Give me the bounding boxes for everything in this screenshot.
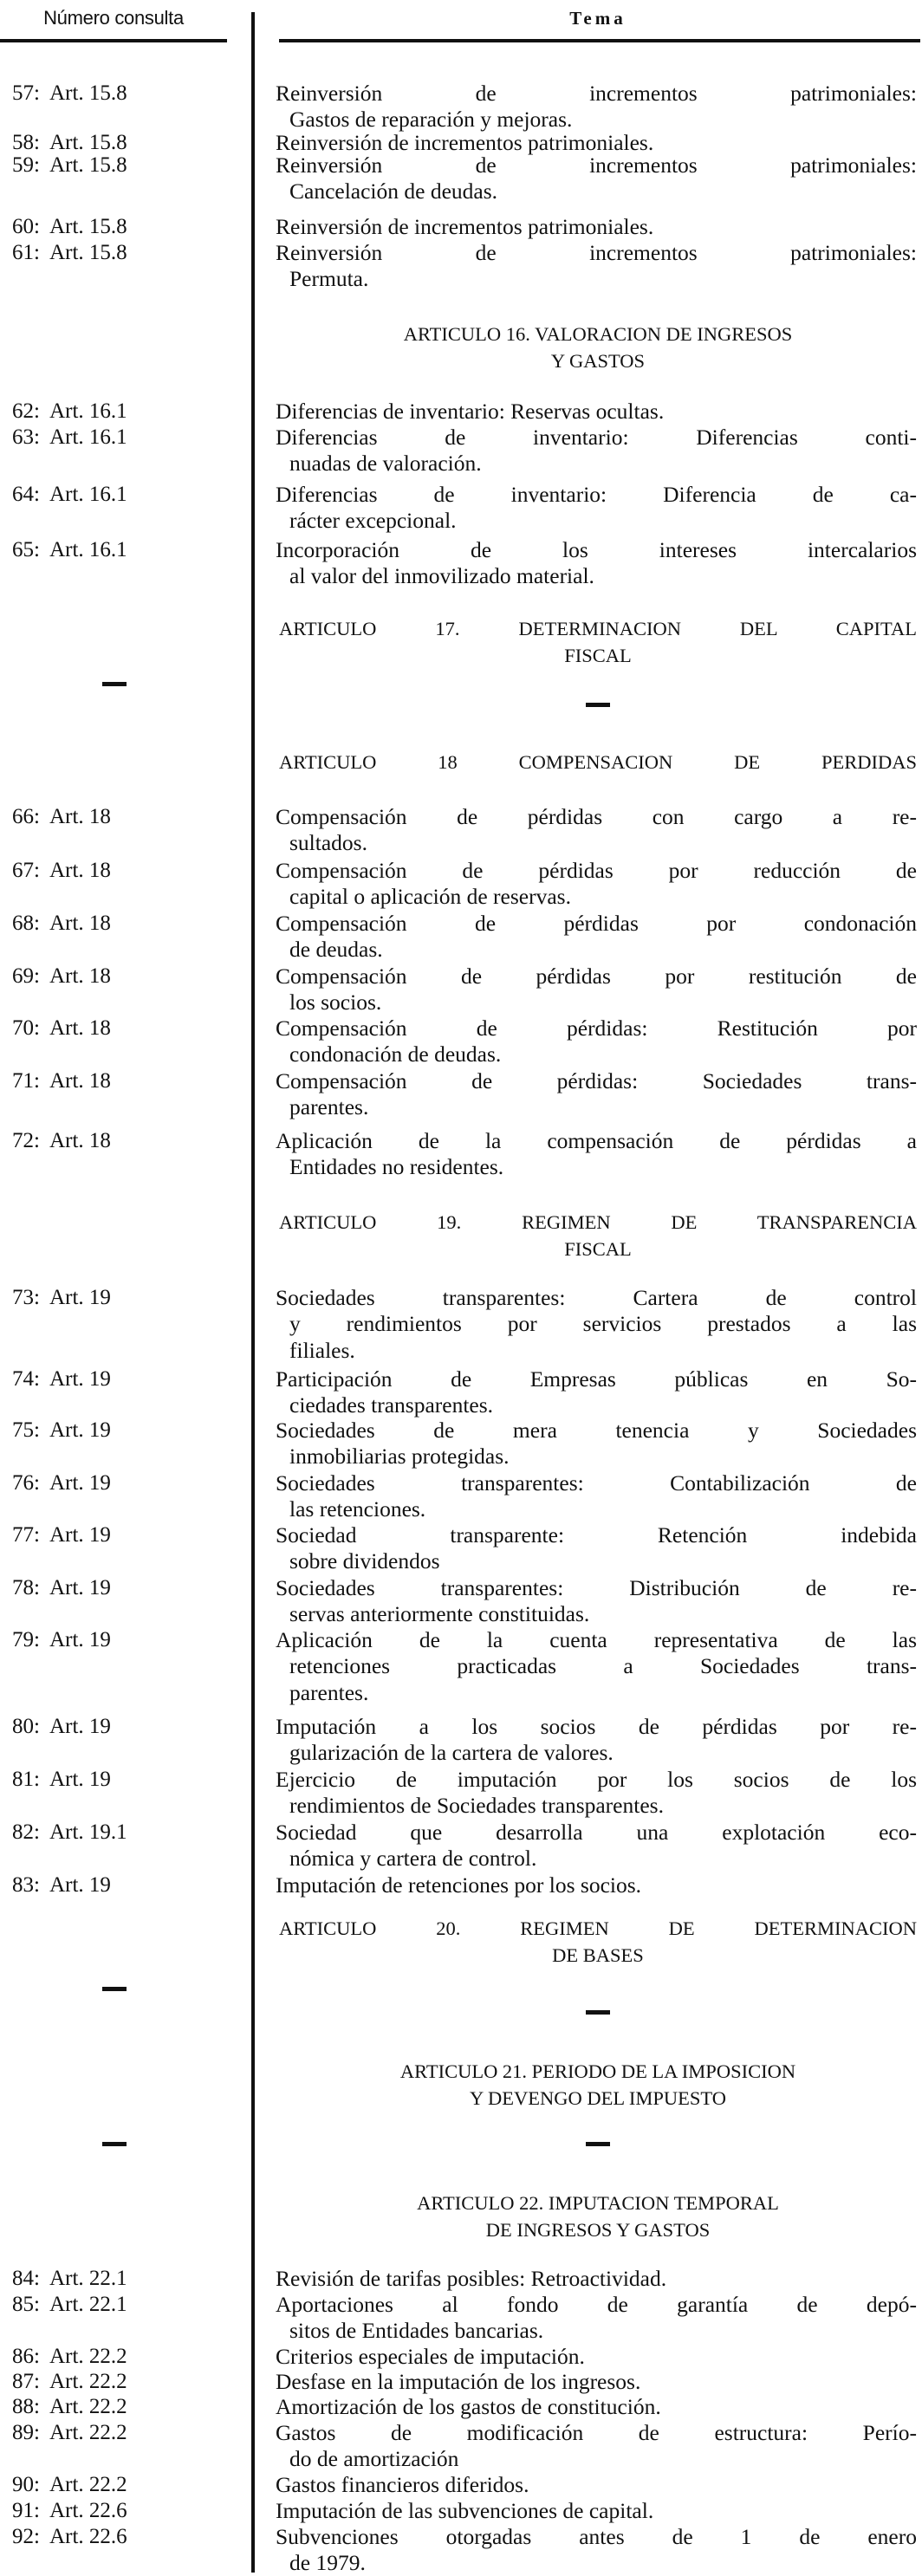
consulta-number: 84: Art. 22.1 bbox=[12, 2267, 127, 2290]
article-heading-line: Y GASTOS bbox=[550, 350, 646, 372]
consulta-number: 68: Art. 18 bbox=[12, 912, 111, 935]
consulta-number: 63: Art. 16.1 bbox=[12, 425, 127, 449]
consulta-number: 71: Art. 18 bbox=[12, 1069, 111, 1093]
tema-text: Gastos de modificación de estructura: Perío- bbox=[276, 2420, 917, 2445]
tema-text-continuation: nómica y cartera de control. bbox=[289, 1846, 537, 1872]
tema-text-continuation: de deudas. bbox=[289, 937, 383, 963]
consulta-number: 90: Art. 22.2 bbox=[12, 2473, 127, 2496]
tema-text: Sociedad transparente: Retención indebida bbox=[276, 1522, 917, 1548]
article-heading-line: FISCAL bbox=[564, 1238, 632, 1260]
article-heading-line: ARTICULO 17. DETERMINACION DEL CAPITAL bbox=[279, 618, 917, 639]
tema-text: Compensación de pérdidas: Sociedades trans- bbox=[276, 1068, 917, 1093]
tema-text: Sociedades transparentes: Contabilización de bbox=[276, 1470, 917, 1496]
consulta-number: 75: Art. 19 bbox=[12, 1418, 111, 1442]
tema-text: Participación de Empresas públicas en So- bbox=[276, 1366, 917, 1392]
tema-text-continuation: las retenciones. bbox=[289, 1496, 426, 1522]
article-heading-line: DE BASES bbox=[552, 1944, 644, 1966]
consulta-number: 66: Art. 18 bbox=[12, 805, 111, 828]
tema-text: Diferencias de inventario: Diferencias conti- bbox=[276, 425, 917, 450]
consulta-number: 70: Art. 18 bbox=[12, 1016, 111, 1040]
consulta-number: 89: Art. 22.2 bbox=[12, 2421, 127, 2444]
tema-text: Reinversión de incrementos patrimoniales: bbox=[276, 81, 917, 106]
empty-tema-dash bbox=[586, 703, 610, 707]
header-rule-left bbox=[0, 39, 227, 42]
consulta-number: 74: Art. 19 bbox=[12, 1367, 111, 1391]
tema-text-continuation: rendimientos de Sociedades transparentes. bbox=[289, 1793, 664, 1819]
article-heading-line: ARTICULO 21. PERIODO DE LA IMPOSICION bbox=[399, 2060, 796, 2082]
empty-tema-dash bbox=[586, 2142, 610, 2146]
tema-text: Incorporación de los intereses intercalarios bbox=[276, 537, 917, 562]
tema-text: Aplicación de la compensación de pérdidas a bbox=[276, 1128, 917, 1153]
article-heading bbox=[279, 1915, 917, 1969]
consulta-number: 72: Art. 18 bbox=[12, 1129, 111, 1152]
tema-text-continuation: sultados. bbox=[289, 830, 367, 856]
consulta-number: 58: Art. 15.8 bbox=[12, 131, 127, 154]
tema-text-continuation: condonación de deudas. bbox=[289, 1041, 502, 1067]
consulta-number: 85: Art. 22.1 bbox=[12, 2293, 127, 2316]
tema-text-continuation: filiales. bbox=[289, 1337, 355, 1363]
tema-text-continuation: do de amortización bbox=[289, 2446, 459, 2472]
tema-text-continuation: sobre dividendos bbox=[289, 1548, 440, 1574]
tema-text: Subvenciones otorgadas antes de 1 de enero bbox=[276, 2524, 917, 2549]
consulta-number: 83: Art. 19 bbox=[12, 1873, 111, 1897]
article-heading-line: DE INGRESOS Y GASTOS bbox=[485, 2219, 711, 2241]
tema-text-continuation: capital o aplicación de reservas. bbox=[289, 884, 571, 910]
tema-text-continuation: Permuta. bbox=[289, 266, 369, 292]
empty-number-dash bbox=[102, 2142, 127, 2146]
column-divider bbox=[251, 12, 255, 2573]
article-heading bbox=[279, 749, 917, 775]
tema-text-continuation: gularización de la cartera de valores. bbox=[289, 1740, 614, 1766]
empty-number-dash bbox=[102, 682, 127, 686]
column-header-numero-consulta: Número consulta bbox=[43, 7, 184, 29]
tema-text: Imputación de las subvenciones de capital. bbox=[276, 2498, 654, 2523]
tema-text: Reinversión de incrementos patrimoniales: bbox=[276, 240, 917, 265]
tema-text: Revisión de tarifas posibles: Retroactividad. bbox=[276, 2266, 667, 2291]
tema-text-continuation: los socios. bbox=[289, 990, 382, 1015]
tema-text: Ejercicio de imputación por los socios de los bbox=[276, 1767, 917, 1792]
article-heading-line: FISCAL bbox=[564, 645, 632, 666]
consulta-number: 88: Art. 22.2 bbox=[12, 2395, 127, 2418]
tema-text-continuation: Entidades no residentes. bbox=[289, 1154, 504, 1180]
tema-text: Imputación a los socios de pérdidas por re- bbox=[276, 1714, 917, 1739]
consulta-number: 92: Art. 22.6 bbox=[12, 2525, 127, 2548]
consulta-number: 57: Art. 15.8 bbox=[12, 81, 127, 105]
article-heading bbox=[279, 615, 917, 669]
tema-text: Sociedades transparentes: Cartera de control bbox=[276, 1285, 917, 1310]
consulta-number: 81: Art. 19 bbox=[12, 1768, 111, 1791]
article-heading-line: ARTICULO 22. IMPUTACION TEMPORAL bbox=[417, 2192, 779, 2214]
tema-text: Aportaciones al fondo de garantía de depó- bbox=[276, 2292, 917, 2317]
tema-text-continuation: de 1979. bbox=[289, 2550, 366, 2576]
column-header-tema: Tema bbox=[569, 8, 627, 29]
tema-text: Compensación de pérdidas por condonación bbox=[276, 911, 917, 936]
consulta-number: 65: Art. 16.1 bbox=[12, 538, 127, 561]
tema-text-continuation: al valor del inmovilizado material. bbox=[289, 563, 594, 589]
consulta-number: 64: Art. 16.1 bbox=[12, 483, 127, 506]
article-heading bbox=[279, 1209, 917, 1262]
tema-text-continuation: Cancelación de deudas. bbox=[289, 178, 498, 204]
article-heading-line: Y DEVENGO DEL IMPUESTO bbox=[469, 2087, 727, 2109]
consulta-number: 76: Art. 19 bbox=[12, 1471, 111, 1495]
consulta-number: 80: Art. 19 bbox=[12, 1715, 111, 1738]
tema-text: Aplicación de la cuenta representativa de las bbox=[276, 1627, 917, 1652]
consulta-number: 60: Art. 15.8 bbox=[12, 215, 127, 238]
consulta-number: 91: Art. 22.6 bbox=[12, 2499, 127, 2522]
tema-text: Amortización de los gastos de constitución. bbox=[276, 2394, 661, 2419]
tema-text: Sociedades transparentes: Distribución de re- bbox=[276, 1575, 917, 1600]
tema-text-continuation: retenciones practicadas a Sociedades trans- bbox=[289, 1653, 917, 1679]
consulta-number: 78: Art. 19 bbox=[12, 1576, 111, 1599]
tema-text-continuation: y rendimientos por servicios prestados a las bbox=[289, 1311, 917, 1337]
tema-text: Desfase en la imputación de los ingresos. bbox=[276, 2369, 641, 2394]
article-heading-line: ARTICULO 18 COMPENSACION DE PERDIDAS bbox=[279, 751, 917, 773]
tema-text: Sociedades de mera tenencia y Sociedades bbox=[276, 1418, 917, 1443]
consulta-number: 67: Art. 18 bbox=[12, 859, 111, 882]
article-heading-line: ARTICULO 19. REGIMEN DE TRANSPARENCIA bbox=[279, 1211, 917, 1233]
tema-text: Sociedad que desarrolla una explotación eco- bbox=[276, 1820, 917, 1845]
tema-text: Compensación de pérdidas por restitución de bbox=[276, 964, 917, 989]
tema-text-continuation: servas anteriormente constituidas. bbox=[289, 1601, 590, 1627]
consulta-number: 61: Art. 15.8 bbox=[12, 241, 127, 264]
tema-text: Criterios especiales de imputación. bbox=[276, 2344, 585, 2369]
consulta-number: 82: Art. 19.1 bbox=[12, 1820, 127, 1844]
tema-text: Imputación de retenciones por los socios. bbox=[276, 1872, 642, 1898]
article-heading bbox=[279, 2190, 917, 2243]
tema-text-continuation: parentes. bbox=[289, 1094, 369, 1120]
header-rule-right bbox=[279, 39, 920, 42]
tema-text: Gastos financieros diferidos. bbox=[276, 2472, 529, 2497]
empty-number-dash bbox=[102, 1987, 127, 1991]
tema-text-continuation: rácter excepcional. bbox=[289, 508, 457, 534]
tema-text-continuation: sitos de Entidades bancarias. bbox=[289, 2318, 544, 2344]
tema-text: Compensación de pérdidas por reducción de bbox=[276, 858, 917, 883]
tema-text-continuation: ciedades transparentes. bbox=[289, 1392, 494, 1418]
article-heading-line: ARTICULO 16. VALORACION DE INGRESOS bbox=[403, 323, 793, 345]
tema-text-continuation: parentes. bbox=[289, 1679, 369, 1705]
consulta-number: 69: Art. 18 bbox=[12, 964, 111, 988]
article-heading bbox=[279, 2058, 917, 2112]
article-heading-line: ARTICULO 20. REGIMEN DE DETERMINACION bbox=[279, 1917, 917, 1939]
tema-text-continuation: Gastos de reparación y mejoras. bbox=[289, 107, 573, 133]
tema-text-continuation: inmobiliarias protegidas. bbox=[289, 1444, 510, 1470]
tema-text: Reinversión de incrementos patrimoniales: bbox=[276, 152, 917, 178]
consulta-number: 86: Art. 22.2 bbox=[12, 2345, 127, 2368]
consulta-number: 62: Art. 16.1 bbox=[12, 399, 127, 423]
consulta-number: 87: Art. 22.2 bbox=[12, 2370, 127, 2393]
empty-tema-dash bbox=[586, 2010, 610, 2015]
tema-text: Diferencias de inventario: Reservas ocultas. bbox=[276, 399, 665, 424]
tema-text: Compensación de pérdidas con cargo a re- bbox=[276, 804, 917, 829]
consulta-number: 79: Art. 19 bbox=[12, 1628, 111, 1651]
tema-text: Reinversión de incrementos patrimoniales. bbox=[276, 214, 654, 239]
consulta-number: 73: Art. 19 bbox=[12, 1286, 111, 1309]
tema-text: Reinversión de incrementos patrimoniales. bbox=[276, 130, 654, 155]
tema-text: Compensación de pérdidas: Restitución por bbox=[276, 1015, 917, 1041]
consulta-number: 77: Art. 19 bbox=[12, 1523, 111, 1547]
tema-text-continuation: nuadas de valoración. bbox=[289, 451, 482, 477]
consulta-number: 59: Art. 15.8 bbox=[12, 153, 127, 177]
tema-text: Diferencias de inventario: Diferencia de ca- bbox=[276, 482, 917, 507]
article-heading bbox=[279, 321, 917, 374]
